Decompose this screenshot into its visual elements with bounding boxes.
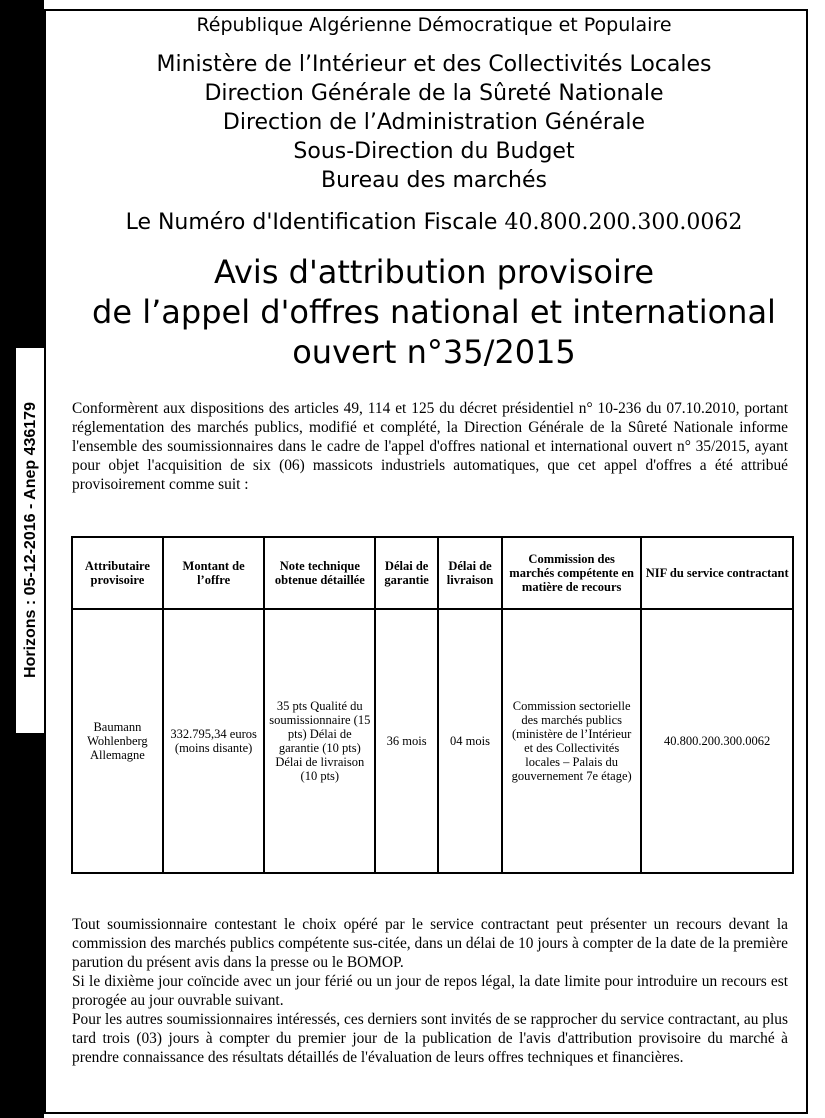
nif-line (60, 210, 808, 235)
intro-paragraph: Conformèrent aux dispositions des articles 49, 114 et 125 du décret présidentiel n° 10-236 du 07.10.2010, portant réglementation des marchés publics, modifié et complété, la Direction Générale de la Sûreté Nationale informe l'ensemble des soumissionnaires dans le cadre de l'appel d'offres national et international ouvert n° 35/2015, ayant pour objet l'acquisition de six (06) massicots industriels automatiques, que cet appel d'offres a été attribué provisoirement comme suit : (72, 400, 788, 493)
title-line: Avis d'attribution provisoire (213, 253, 655, 291)
cell-garantie: 36 mois (375, 609, 438, 873)
header-attributaire: Attributaire provisoire (72, 537, 163, 609)
ministry-block (60, 50, 808, 195)
ministry-line: Direction Générale de la Sûreté Nationale (204, 81, 664, 106)
header-montant: Montant de l’offre (163, 537, 265, 609)
closing-paragraph: Si le dixième jour coïncide avec un jour férié ou un jour de repos légal, la date limite pour introduire un recours est prorogée au jour ouvrable suivant. (72, 973, 788, 1009)
notice-title (60, 252, 808, 372)
table-row (72, 609, 793, 873)
ministry-line: Bureau des marchés (320, 168, 547, 193)
closing-paragraph: Tout soumissionnaire contestant le choix opéré par le service contractant peut présenter un recours devant la commission des marchés publics compétente sus-citée, dans un délai de 10 jours à compter de la date de la première parution du présent avis dans la presse ou le BOMOP. (72, 916, 788, 971)
cell-montant: 332.795,34 euros (moins disante) (163, 609, 265, 873)
cell-commission: Commission sectorielle des marchés publics (ministère de l’Intérieur et des Collectivités locales – Palais du gouvernement 7e étage) (502, 609, 641, 873)
cell-note: 35 pts Qualité du soumissionnaire (15 pts) Délai de garantie (10 pts) Délai de livraison (10 pts) (264, 609, 375, 873)
header-garantie: Délai de garantie (375, 537, 438, 609)
nif-label: Le Numéro d'Identification Fiscale (125, 210, 498, 235)
table-header-row (72, 537, 793, 609)
cell-attributaire: Baumann Wohlenberg Allemagne (72, 609, 163, 873)
ministry-line: Direction de l’Administration Générale (222, 110, 646, 135)
award-table (71, 536, 794, 874)
ministry-line: Ministère de l’Intérieur et des Collectivités Locales (156, 52, 712, 77)
header-commission: Commission des marchés compétente en matière de recours (502, 537, 641, 609)
header-note: Note technique obtenue détaillée (264, 537, 375, 609)
cell-livraison: 04 mois (438, 609, 502, 873)
closing-block (72, 915, 788, 1067)
side-label: Horizons : 05-12-2016 - Anep 436179 (22, 402, 39, 678)
cell-nif: 40.800.200.300.0062 (641, 609, 793, 873)
republic-heading: République Algérienne Démocratique et Populaire (196, 14, 672, 36)
title-line: de l’appel d'offres national et international (92, 293, 776, 331)
title-line: ouvert n°35/2015 (292, 333, 576, 371)
ministry-line: Sous-Direction du Budget (293, 139, 575, 164)
header-livraison: Délai de livraison (438, 537, 502, 609)
nif-value: 40.800.200.300.0062 (504, 210, 743, 235)
closing-paragraph: Pour les autres soumissionnaires intéressés, ces derniers sont invités de se rapprocher du service contractant, au plus tard trois (03) jours à compter du premier jour de la publication de l'avis d'attribution provisoire du marché à prendre connaissance des résultats détaillés de l'évaluation de leurs offres techniques et financières. (72, 1011, 788, 1066)
header-nif: NIF du service contractant (641, 537, 793, 609)
